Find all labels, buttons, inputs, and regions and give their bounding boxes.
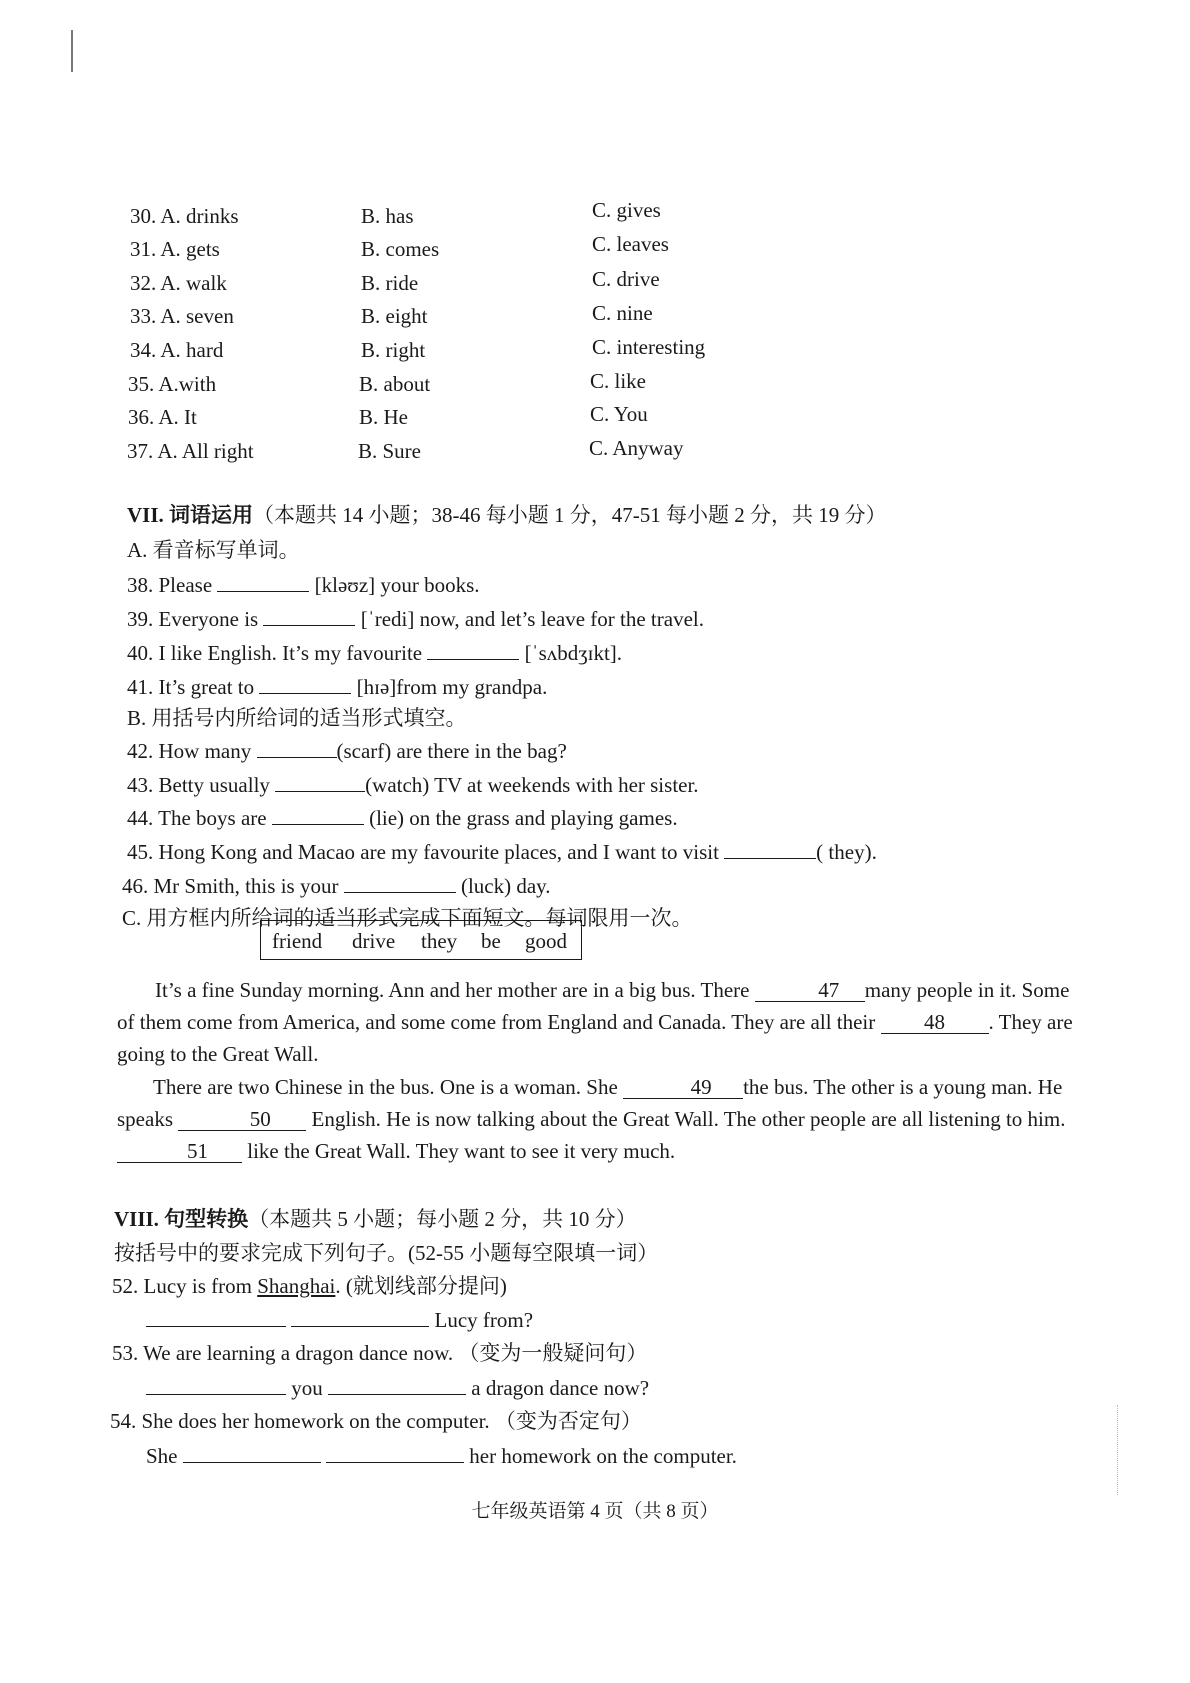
question-text: 43. Betty usually [127,773,270,797]
option-a: 35. A.with [128,372,217,396]
choice-row-36 [128,402,828,433]
answer-blank[interactable] [217,572,309,592]
section-note: （本题共 14 小题；38-46 每小题 1 分，47-51 每小题 2 分，共 19 分） [253,503,887,527]
question-46 [122,873,551,898]
blank-51[interactable]: 51 [117,1140,242,1163]
option-a: 31. A. gets [130,237,220,261]
question-text: . (就划线部分提问) [335,1274,507,1298]
answer-blank[interactable] [146,1375,286,1395]
option-a: 33. A. seven [130,304,234,328]
option-a: 36. A. It [128,405,197,429]
underlined-word: Shanghai [257,1274,336,1298]
option-b: B. about [359,372,431,396]
option-c: C. gives [592,198,661,222]
question-53: 53. We are learning a dragon dance now. （变为一般疑问句） [112,1341,648,1365]
answer-blank[interactable] [724,839,816,859]
option-b: B. ride [361,271,419,295]
question-text: 41. It’s great to [127,675,255,699]
option-c: C. drive [592,267,660,291]
option-c: C. interesting [592,335,706,359]
question-45 [127,839,877,864]
answer-blank[interactable] [259,674,351,694]
page-footer: 七年级英语第 4 页（共 8 页） [471,1501,719,1522]
question-39 [127,606,704,631]
question-text: (lie) on the grass and playing games. [369,806,678,830]
question-text: 38. Please [127,573,213,597]
question-38 [127,572,480,597]
passage-text: the bus. The other is a young man. He speaks [117,1075,1063,1131]
answer-blank[interactable] [328,1375,466,1395]
option-b: B. has [361,204,414,228]
option-b: B. He [359,405,408,429]
question-54-answer-line [146,1443,737,1468]
question-53-answer-line [146,1375,649,1400]
option-a: 30. A. drinks [130,204,239,228]
choice-row-33 [130,301,830,332]
question-text: [ˈsʌbdʒɪkt]. [524,641,623,665]
word-bank-item: friend [272,929,323,953]
question-text: 44. The boys are [127,806,267,830]
question-text: [ˈredi] now, and let’s leave for the travel. [360,607,704,631]
passage-text: English. He is now talking about the Great Wall. The other people are all listening to him. [311,1107,1066,1131]
choice-row-37 [127,436,827,467]
question-text: She [146,1444,178,1468]
option-b: B. comes [361,237,440,261]
question-text: ( they). [816,840,877,864]
question-text: 40. I like English. It’s my favourite [127,641,423,665]
question-text: (watch) TV at weekends with her sister. [365,773,699,797]
passage-text: It’s a fine Sunday morning. Ann and her mother are in a big bus. There [155,978,750,1002]
question-text: 39. Everyone is [127,607,259,631]
question-41 [127,674,547,699]
section-viii-instruction: 按括号中的要求完成下列句子。(52-55 小题每空限填一词） [114,1241,659,1265]
option-a: 37. A. All right [127,439,254,463]
option-c: C. You [590,402,648,426]
question-40 [127,640,622,665]
answer-blank[interactable] [291,1307,429,1327]
passage-text: many people in it. Some of them come from America, and some come from England and Canada. They are all their [117,978,1070,1034]
option-c: C. leaves [592,232,669,256]
option-a: 34. A. hard [130,338,224,362]
blank-48[interactable]: 48 [881,1011,989,1034]
choice-row-30 [130,198,830,232]
passage-text: . They are going to the Great Wall. [117,1010,1073,1066]
cloze-paragraph-1 [117,974,1092,1070]
option-c: C. Anyway [589,436,684,460]
answer-blank[interactable] [183,1443,321,1463]
question-52-answer-line [146,1307,533,1332]
section-title: VIII. 句型转换 [114,1207,249,1231]
question-text: 52. Lucy is from [112,1274,252,1298]
option-b: B. right [361,338,426,362]
choice-row-31 [130,232,830,265]
question-text: 45. Hong Kong and Macao are my favourite places, and I want to visit [127,840,719,864]
section-viii-heading [114,1207,637,1231]
answer-blank[interactable] [326,1443,464,1463]
question-text: (scarf) are there in the bag? [336,739,567,763]
part-b-instruction: B. 用括号内所给词的适当形式填空。 [127,706,467,730]
passage-text: There are two Chinese in the bus. One is a woman. She [153,1075,618,1099]
word-bank-item: be [481,929,501,953]
option-b: B. eight [361,304,428,328]
option-c: C. nine [592,301,653,325]
answer-blank[interactable] [146,1307,286,1327]
option-c: C. like [590,369,646,393]
blank-50[interactable]: 50 [178,1108,306,1131]
answer-blank[interactable] [272,805,364,825]
blank-47[interactable]: 47 [755,979,865,1002]
cloze-paragraph-2 [117,1071,1092,1167]
choice-row-34 [130,335,830,366]
question-43 [127,772,699,797]
section-title: VII. 词语运用 [127,503,254,527]
question-text: Lucy from? [434,1308,534,1332]
word-bank-item: drive [352,929,396,953]
question-text: [hɪə]from my grandpa. [356,675,548,699]
answer-blank[interactable] [275,772,365,792]
scan-edge-mark [71,30,73,72]
blank-49[interactable]: 49 [623,1076,743,1099]
word-bank-item: good [525,929,567,953]
question-54: 54. She does her homework on the computer. （变为否定句） [110,1409,642,1433]
question-text: a dragon dance now? [471,1376,650,1400]
question-text: 46. Mr Smith, this is your [122,874,339,898]
option-b: B. Sure [358,439,421,463]
part-a-instruction: A. 看音标写单词。 [127,538,300,562]
question-42 [127,738,567,763]
choice-row-32 [130,267,830,299]
answer-blank[interactable] [427,640,519,660]
answer-blank[interactable] [263,606,355,626]
part-c-instruction: C. 用方框内所给词的适当形式完成下面短文。每词限用一次。 [122,906,693,930]
word-bank-box [260,920,582,960]
word-bank-item: they [421,929,458,953]
question-text: [kləʊz] your books. [314,573,480,597]
question-text: you [291,1376,323,1400]
answer-blank[interactable] [257,738,337,758]
question-text: (luck) day. [460,874,551,898]
section-note: （本题共 5 小题；每小题 2 分，共 10 分） [248,1207,637,1231]
choice-row-35 [128,369,828,400]
section-vii-heading [127,503,887,527]
option-a: 32. A. walk [130,271,227,295]
answer-blank[interactable] [344,873,456,893]
passage-text: like the Great Wall. They want to see it very much. [247,1139,676,1163]
question-text: her homework on the computer. [469,1444,737,1468]
question-52 [112,1274,507,1298]
question-text: 42. How many [127,739,252,763]
scan-dotted-mark [1117,1405,1119,1495]
question-44 [127,805,678,830]
